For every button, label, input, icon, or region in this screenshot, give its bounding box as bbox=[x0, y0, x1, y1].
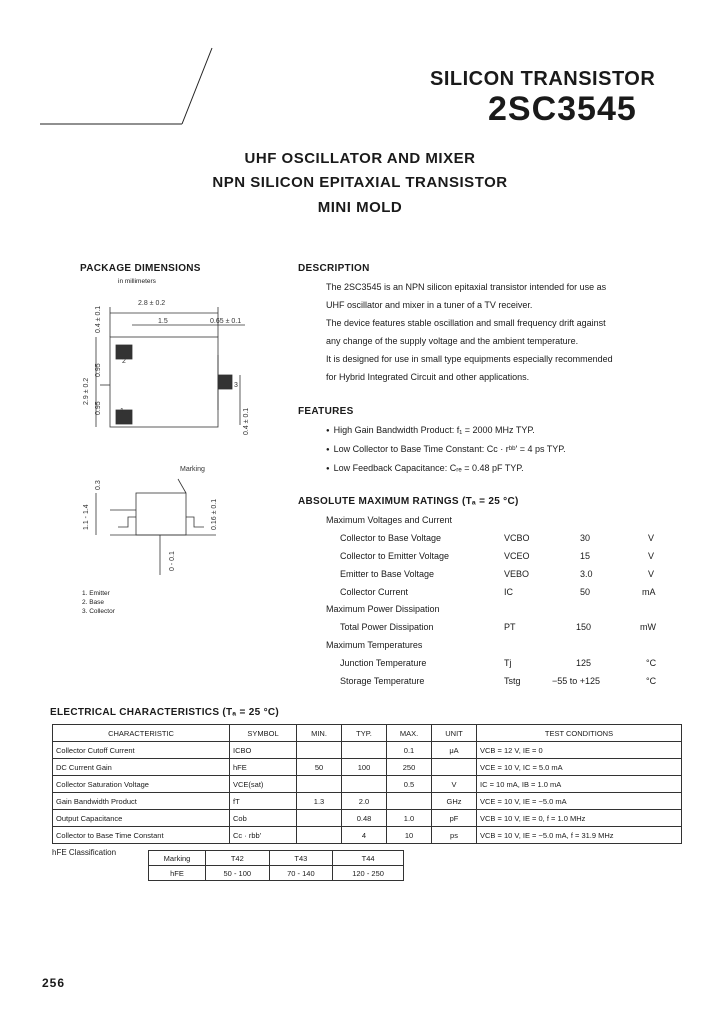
table-row bbox=[149, 866, 404, 881]
rating-name: Junction Temperature bbox=[340, 658, 427, 668]
rating-name: Collector Current bbox=[340, 587, 409, 597]
table-cell: Cc · rbb' bbox=[230, 827, 297, 844]
rating-name: Total Power Dissipation bbox=[340, 622, 434, 632]
dim-standoff: 0 - 0.1 bbox=[169, 551, 176, 571]
table-header-row bbox=[53, 725, 682, 742]
rating-unit: °C bbox=[646, 658, 657, 668]
table-cell: 0.48 bbox=[342, 810, 387, 827]
table-cell: pF bbox=[432, 810, 477, 827]
description-line: The device features stable oscillation and small frequency drift against bbox=[326, 318, 606, 328]
table-cell: Collector to Base Time Constant bbox=[53, 827, 230, 844]
dim-lead: 0.65 ± 0.1 bbox=[210, 318, 242, 325]
table-cell: fT bbox=[230, 793, 297, 810]
table-cell: Marking bbox=[149, 851, 206, 866]
description-line: for Hybrid Integrated Circuit and other applications. bbox=[326, 372, 530, 382]
pin-base: 2. Base bbox=[82, 599, 105, 606]
table-cell: 0.5 bbox=[387, 776, 432, 793]
page-number: 256 bbox=[42, 976, 66, 990]
table-cell bbox=[297, 827, 342, 844]
table-cell: T43 bbox=[269, 851, 333, 866]
rating-symbol: VEBO bbox=[504, 569, 530, 579]
part-number: 2SC3545 bbox=[488, 90, 637, 128]
rating-unit: V bbox=[648, 533, 655, 543]
table-cell: hFE bbox=[230, 759, 297, 776]
rating-value: 3.0 bbox=[580, 569, 593, 579]
table-cell: VCE = 10 V, IE = −5.0 mA bbox=[477, 793, 682, 810]
pin-collector: 3. Collector bbox=[82, 608, 115, 615]
table-cell: 1.3 bbox=[297, 793, 342, 810]
column-header: MIN. bbox=[297, 725, 342, 742]
table-cell: ps bbox=[432, 827, 477, 844]
feature-item: ● Low Collector to Base Time Constant: Cᴄ · rᵇᵇ' = 4 ps TYP. bbox=[326, 440, 686, 459]
rating-row bbox=[340, 565, 720, 583]
rating-value: 125 bbox=[576, 658, 592, 668]
table-cell: 2.0 bbox=[342, 793, 387, 810]
table-row bbox=[53, 742, 682, 759]
package-heading: PACKAGE DIMENSIONS bbox=[80, 263, 201, 274]
table-cell: T44 bbox=[333, 851, 404, 866]
pin-emitter: 1. Emitter bbox=[82, 590, 110, 597]
table-cell: 120 - 250 bbox=[333, 866, 404, 881]
marking-label: Marking bbox=[180, 466, 205, 473]
table-cell: VCB = 12 V, IE = 0 bbox=[477, 742, 682, 759]
subtitle-line1: UHF OSCILLATOR AND MIXER bbox=[244, 150, 476, 167]
rating-value: 30 bbox=[580, 533, 591, 543]
dim-pitch2: 0.95 bbox=[95, 401, 102, 415]
description-line: UHF oscillator and mixer in a tuner of a TV receiver. bbox=[326, 300, 533, 310]
rating-value: −55 to +125 bbox=[552, 676, 601, 686]
table-cell: 50 bbox=[297, 759, 342, 776]
feature-item: ● Low Feedback Capacitance: Cᵣₑ = 0.48 pF TYP. bbox=[326, 459, 686, 478]
table-cell: 250 bbox=[387, 759, 432, 776]
pin-number-2: 1 bbox=[120, 408, 124, 415]
rating-value: 50 bbox=[580, 587, 591, 597]
table-cell bbox=[297, 776, 342, 793]
column-header: TYP. bbox=[342, 725, 387, 742]
description-line: It is designed for use in small type equipments especially recommended bbox=[326, 354, 613, 364]
ratings-group-title: Maximum Power Dissipation bbox=[326, 604, 440, 614]
table-cell: VCE(sat) bbox=[230, 776, 297, 793]
table-cell: μA bbox=[432, 742, 477, 759]
features-heading: FEATURES bbox=[298, 406, 354, 417]
table-cell: ICBO bbox=[230, 742, 297, 759]
dim-width: 2.8 ± 0.2 bbox=[138, 300, 166, 307]
rating-symbol: PT bbox=[504, 622, 516, 632]
table-row bbox=[53, 793, 682, 810]
rating-row bbox=[340, 618, 720, 636]
table-cell: hFE bbox=[149, 866, 206, 881]
table-cell: 4 bbox=[342, 827, 387, 844]
rating-unit: V bbox=[648, 551, 655, 561]
table-cell: VCB = 10 V, IE = −5.0 mA, f = 31.9 MHz bbox=[477, 827, 682, 844]
table-cell: V bbox=[432, 776, 477, 793]
hfe-classification-label: hFE Classification bbox=[52, 848, 117, 857]
table-cell bbox=[297, 810, 342, 827]
table-cell: VCB = 10 V, IE = 0, f = 1.0 MHz bbox=[477, 810, 682, 827]
rating-row bbox=[340, 529, 720, 547]
description-heading: DESCRIPTION bbox=[298, 263, 370, 274]
description-line: The 2SC3545 is an NPN silicon epitaxial transistor intended for use as bbox=[326, 282, 607, 292]
dim-height: 2.9 ± 0.2 bbox=[83, 377, 90, 405]
ratings-group-title: Maximum Temperatures bbox=[326, 640, 423, 650]
rating-name: Collector to Base Voltage bbox=[340, 533, 442, 543]
column-header: UNIT bbox=[432, 725, 477, 742]
rating-symbol: Tj bbox=[504, 658, 512, 668]
table-cell bbox=[387, 793, 432, 810]
column-header: CHARACTERISTIC bbox=[53, 725, 230, 742]
rating-row bbox=[340, 672, 720, 690]
dim-lead-thickness: 0.16 ± 0.1 bbox=[211, 498, 218, 530]
table-cell: 10 bbox=[387, 827, 432, 844]
rating-name: Emitter to Base Voltage bbox=[340, 569, 435, 579]
feature-item: ● High Gain Bandwidth Product: f₁ = 2000 MHz TYP. bbox=[326, 421, 686, 440]
table-cell: Gain Bandwidth Product bbox=[53, 793, 230, 810]
pin-number-1: 2 bbox=[122, 358, 126, 365]
table-cell: IC = 10 mA, IB = 1.0 mA bbox=[477, 776, 682, 793]
rating-name: Collector to Emitter Voltage bbox=[340, 551, 450, 561]
ratings-heading: ABSOLUTE MAXIMUM RATINGS (Tₐ = 25 °C) bbox=[298, 496, 519, 507]
table-row bbox=[53, 759, 682, 776]
rating-symbol: VCBO bbox=[504, 533, 530, 543]
table-row bbox=[53, 810, 682, 827]
dim-pitch1: 0.95 bbox=[95, 363, 102, 377]
ratings-group-title: Maximum Voltages and Current bbox=[326, 515, 453, 525]
header-title: SILICON TRANSISTOR bbox=[430, 68, 656, 90]
table-cell: 1.0 bbox=[387, 810, 432, 827]
package-units: in millimeters bbox=[118, 278, 156, 285]
table-cell: VCE = 10 V, IC = 5.0 mA bbox=[477, 759, 682, 776]
rating-unit: mA bbox=[642, 587, 656, 597]
table-row bbox=[149, 851, 404, 866]
electrical-heading: ELECTRICAL CHARACTERISTICS (Tₐ = 25 °C) bbox=[50, 707, 280, 718]
table-cell bbox=[297, 742, 342, 759]
rating-symbol: VCEO bbox=[504, 551, 530, 561]
table-cell: Collector Cutoff Current bbox=[53, 742, 230, 759]
dim-top-offset: 0.4 ± 0.1 bbox=[95, 305, 102, 333]
column-header: TEST CONDITIONS bbox=[477, 725, 682, 742]
column-header: SYMBOL bbox=[230, 725, 297, 742]
table-cell: 100 bbox=[342, 759, 387, 776]
table-cell: Collector Saturation Voltage bbox=[53, 776, 230, 793]
table-cell: T42 bbox=[206, 851, 270, 866]
description-line: any change of the supply voltage and the ambient temperature. bbox=[326, 336, 579, 346]
dim-thickness: 1.1 - 1.4 bbox=[83, 504, 90, 530]
table-cell: 50 - 100 bbox=[206, 866, 270, 881]
rating-value: 15 bbox=[580, 551, 591, 561]
table-cell bbox=[342, 742, 387, 759]
rating-symbol: IC bbox=[504, 587, 513, 597]
rating-row bbox=[340, 654, 720, 672]
electrical-table bbox=[52, 724, 682, 844]
dim-inner: 1.5 bbox=[158, 318, 168, 325]
subtitle-line2: NPN SILICON EPITAXIAL TRANSISTOR bbox=[212, 174, 508, 191]
rating-unit: V bbox=[648, 569, 655, 579]
rating-symbol: Tstg bbox=[504, 676, 521, 686]
rating-row bbox=[340, 547, 720, 565]
table-cell: Output Capacitance bbox=[53, 810, 230, 827]
dim-side-offset: 0.4 ± 0.1 bbox=[243, 407, 250, 435]
table-cell: DC Current Gain bbox=[53, 759, 230, 776]
table-cell: 0.1 bbox=[387, 742, 432, 759]
description-text bbox=[326, 278, 686, 386]
dim-top: 0.3 bbox=[95, 480, 102, 490]
package-drawing bbox=[40, 285, 290, 635]
table-cell bbox=[432, 759, 477, 776]
column-header: MAX. bbox=[387, 725, 432, 742]
table-cell: Cob bbox=[230, 810, 297, 827]
pin-number-3: 3 bbox=[234, 382, 238, 389]
table-cell: 70 - 140 bbox=[269, 866, 333, 881]
rating-unit: mW bbox=[640, 622, 656, 632]
subtitle-line3: MINI MOLD bbox=[317, 199, 403, 216]
hfe-table bbox=[148, 850, 404, 881]
table-cell: GHz bbox=[432, 793, 477, 810]
features-list bbox=[326, 421, 686, 478]
table-cell bbox=[342, 776, 387, 793]
rating-name: Storage Temperature bbox=[340, 676, 425, 686]
rating-row bbox=[340, 583, 720, 601]
table-row bbox=[53, 776, 682, 793]
rating-value: 150 bbox=[576, 622, 592, 632]
table-row bbox=[53, 827, 682, 844]
rating-unit: °C bbox=[646, 676, 657, 686]
